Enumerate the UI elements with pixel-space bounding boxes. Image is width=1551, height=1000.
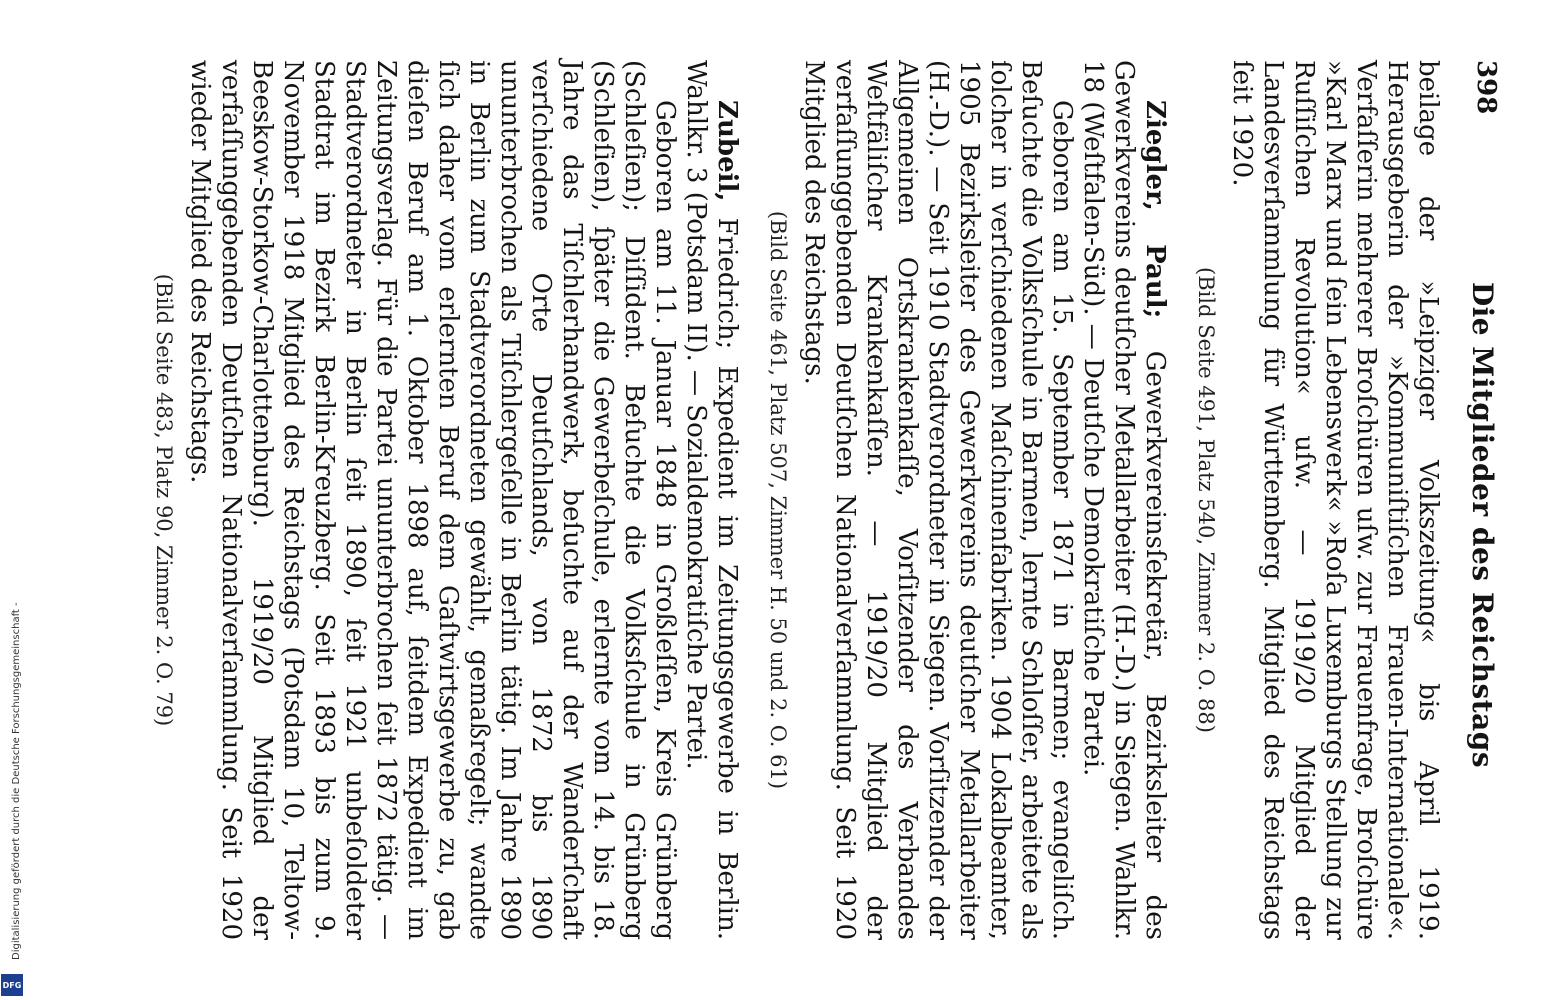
picture-reference: (Bild Seite 483, Platz 90, Zimmer 2. O. 79) xyxy=(152,273,176,727)
picture-reference: (Bild Seite 461, Platz 507, Zimmer H. 50 und 2. O. 61) xyxy=(766,210,790,790)
entry-ziegler xyxy=(764,60,1170,940)
digitization-credit-text: Digitalisierung gefördert durch die Deutsche Forschungsgemeinschaft - xyxy=(11,602,22,960)
entry-heading xyxy=(1077,60,1170,940)
running-title: Die Mitglieder des Reichstags xyxy=(1466,281,1499,769)
entry-paragraph: beilage der »Leipziger Volkszeitung« bis April 1919. Herausgeberin der »Kommuniſtiſchen Frauen-Internationale«. Verfaſſerin mehrerer Broſchüren uſw. zur Frauenfrage, Broſchüre »Karl Marx und ſein Lebenswerk« »Roſa Luxemburgs Stellung zur Ruſſiſchen Revolution« uſw. — 1919/20 Mitglied der Landesverſammlung für Württemberg. Mitglied des Reichstags ſeit 1920. xyxy=(1227,60,1443,940)
entry-heading xyxy=(680,60,742,940)
member-intro: Gewerkvereinsſekretär, Bezirksleiter des Gewerkvereins deutſcher Metallarbeiter (H.-D.) in Siegen. Wahlkr. 18 (Weſtfalen-Süd). — Deutſche Demokratiſche Partei. xyxy=(1078,60,1170,941)
page-header xyxy=(1461,60,1501,990)
member-name: Ziegler, Paul; xyxy=(1140,100,1170,319)
member-intro: Friedrich; Expedient im Zeitungsgewerbe in Berlin. Wahlkr. 3 (Potsdam II). — Sozialdemokratiſche Partei. xyxy=(681,60,742,941)
page-number: 398 xyxy=(1471,60,1501,115)
text-column xyxy=(128,60,1443,940)
entry-zubeil xyxy=(150,60,742,940)
dfg-logo: DFG xyxy=(1,974,23,996)
entry-paragraph: Geboren am 11. Januar 1848 in Großleſſen, Kreis Grünberg (Schleſien); Diſſident. Beſuchte die Volksſchule in Grünberg (Schleſien), ſpäter die Gewerbeſchule, erlernte vom 14. bis 18. Jahre das Tiſchlerhandwerk, beſuchte auf der Wanderſchaft verſchiedene Orte Deutſchlands, von 1872 bis 1890 ununterbrochen als Tiſchlergeſelle in Berlin tätig. Im Jahre 1890 in Berlin zum Stadtverordneten gewählt, gemaßregelt; wandte ſich daher vom erlernten Beruf dem Gaſtwirtsgewerbe zu, gab dieſen Beruf am 1. Oktober 1898 auf, ſeitdem Expedient im Zeitungsverlag. Für die Partei ununterbrochen ſeit 1872 tätig. — Stadtverordneter in Berlin ſeit 1890, ſeit 1921 unbeſoldeter Stadtrat im Bezirk Berlin-Kreuzberg. Seit 1893 bis zum 9. November 1918 Mitglied des Reichstags (Potsdam 10, Teltow-Beeskow-Storkow-Charlottenburg). 1919/20 Mitglied der verfaſſunggebenden Deutſchen Nationalverſammlung. Seit 1920 wieder Mitglied des Reichstags. xyxy=(185,60,680,940)
picture-reference: (Bild Seite 491, Platz 540, Zimmer 2. O. 88) xyxy=(1194,267,1218,733)
member-name: Zubeil, xyxy=(712,100,742,202)
entry-continuation xyxy=(1192,60,1443,940)
entry-paragraph: Geboren am 15. September 1871 in Barmen; evangeliſch. Beſuchte die Volksſchule in Barmen, lernte Schloſſer, arbeitete als ſolcher in verſchiedenen Maſchinenfabriken. 1904 Lokalbeamter, 1905 Bezirksleiter des Gewerkvereins deutſcher Metallarbeiter (H.-D.). — Seit 1910 Stadtverordneter in Siegen. Vorſitzender der Allgemeinen Ortskrankenkaſſe, Vorſitzender des Verbandes Weſtfäliſcher Krankenkaſſen. — 1919/20 Mitglied der verfaſſunggebenden Deutſchen Nationalverſammlung. Seit 1920 Mitglied des Reichstags. xyxy=(799,60,1077,940)
